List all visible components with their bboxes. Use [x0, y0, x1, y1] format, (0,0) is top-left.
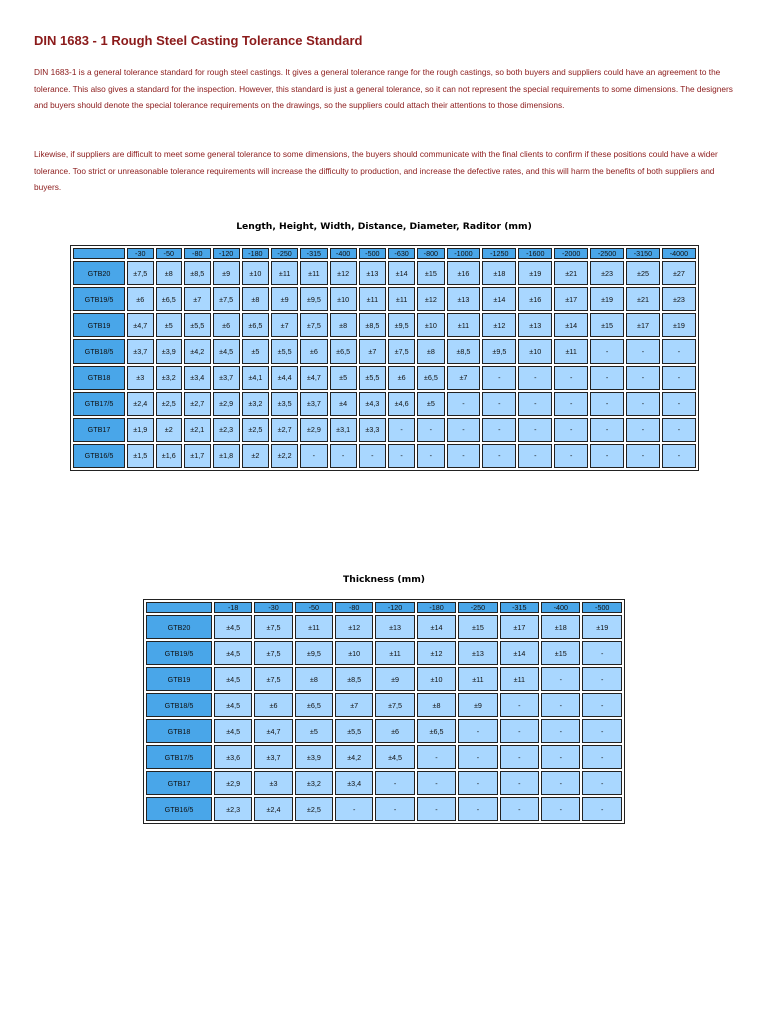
table-cell: ±6: [388, 366, 415, 390]
table-cell: -: [388, 418, 415, 442]
table-cell: ±2,7: [271, 418, 298, 442]
column-header: -400: [541, 602, 580, 613]
table-cell: ±4,5: [214, 667, 252, 691]
table-cell: ±4,3: [359, 392, 386, 416]
table-cell: ±11: [388, 287, 415, 311]
table-cell: ±2,3: [213, 418, 240, 442]
column-header: -4000: [662, 248, 696, 259]
table-cell: ±3,4: [184, 366, 211, 390]
table-cell: ±6: [300, 339, 327, 363]
column-header: -180: [242, 248, 269, 259]
table-cell: ±2,7: [184, 392, 211, 416]
table-cell: ±4: [330, 392, 357, 416]
table-cell: ±3,1: [330, 418, 357, 442]
table-cell: ±6,5: [417, 719, 456, 743]
table-cell: -: [590, 444, 624, 468]
table-row: [73, 339, 696, 363]
table-cell: ±3,2: [295, 771, 333, 795]
header-row: [73, 248, 696, 259]
table-cell: -: [417, 745, 456, 769]
table-cell: ±9,5: [388, 313, 415, 337]
row-header: GTB17/5: [146, 745, 212, 769]
table-cell: ±15: [417, 261, 444, 285]
table-cell: -: [447, 418, 481, 442]
table-cell: -: [458, 797, 497, 821]
column-header: -2500: [590, 248, 624, 259]
row-header: GTB17: [146, 771, 212, 795]
table-cell: ±2,9: [214, 771, 252, 795]
table-cell: -: [662, 339, 696, 363]
table-cell: ±2,1: [184, 418, 211, 442]
table-cell: ±4,5: [213, 339, 240, 363]
header-row: [146, 602, 622, 613]
table-cell: ±17: [626, 313, 660, 337]
table-cell: -: [554, 366, 588, 390]
table-cell: -: [500, 745, 539, 769]
row-header: GTB17/5: [73, 392, 125, 416]
table-cell: ±10: [242, 261, 269, 285]
table-cell: -: [541, 745, 580, 769]
table-cell: ±6,5: [330, 339, 357, 363]
table-cell: ±6,5: [417, 366, 444, 390]
column-header: -50: [295, 602, 333, 613]
table-cell: ±12: [482, 313, 516, 337]
table-cell: -: [482, 366, 516, 390]
table-cell: ±11: [300, 261, 327, 285]
column-header: -800: [417, 248, 444, 259]
table-cell: -: [590, 392, 624, 416]
table-cell: ±1,7: [184, 444, 211, 468]
table-row: [73, 287, 696, 311]
table-cell: ±11: [271, 261, 298, 285]
table-cell: -: [447, 444, 481, 468]
table-cell: ±2,3: [214, 797, 252, 821]
column-header: -2000: [554, 248, 588, 259]
table-cell: ±9: [271, 287, 298, 311]
length-table-caption: Length, Height, Width, Distance, Diameter, Raditor (mm): [236, 221, 532, 232]
table-cell: -: [662, 392, 696, 416]
table-cell: ±11: [500, 667, 539, 691]
row-header: GTB19/5: [146, 641, 212, 665]
intro-paragraph: DIN 1683-1 is a general tolerance standard for rough steel castings. It gives a general tolerance range for the rough castings, so both buyers and suppliers could have an agreement to the tolerance. This also gives a standard for the inspection. However, this standard is just a general tolerance, so it can not represent the special requirements to some dimensions. The designers and buyers should denote the special tolerance requirements on the drawings, so the suppliers could attach their attentions to those dimensions.: [34, 67, 733, 111]
table-cell: ±3,6: [214, 745, 252, 769]
table-cell: -: [626, 444, 660, 468]
column-header: -30: [254, 602, 292, 613]
table-cell: ±6: [254, 693, 292, 717]
table-cell: ±8,5: [335, 667, 373, 691]
table-cell: ±4,4: [271, 366, 298, 390]
table-cell: -: [417, 418, 444, 442]
table-cell: ±15: [541, 641, 580, 665]
table-cell: ±7: [271, 313, 298, 337]
table-cell: ±21: [554, 261, 588, 285]
table-row: [146, 641, 622, 665]
table-cell: ±5: [242, 339, 269, 363]
table-cell: ±6,5: [156, 287, 183, 311]
advice-paragraph: Likewise, if suppliers are difficult to meet some general tolerance to some dimensions, the buyers should communicate with the final clients to confirm if these positions could have a wider tolerance. Too strict or unreasonable tolerance requirements will increase the difficulty to production, and increase the defective rates, and this will harm the benefits of both suppliers and buyers.: [34, 149, 718, 193]
page-title: DIN 1683 - 1 Rough Steel Casting Tolerance Standard: [34, 33, 363, 48]
table-cell: ±9: [375, 667, 414, 691]
table-cell: -: [500, 771, 539, 795]
table-cell: ±4,7: [254, 719, 292, 743]
table-cell: ±17: [500, 615, 539, 639]
column-header: -120: [213, 248, 240, 259]
length-tolerance-table: [70, 245, 699, 471]
table-cell: -: [518, 392, 552, 416]
table-cell: -: [458, 745, 497, 769]
table-cell: ±4,7: [300, 366, 327, 390]
table-cell: -: [417, 771, 456, 795]
column-header: -80: [184, 248, 211, 259]
table-row: [146, 615, 622, 639]
table-cell: ±5: [330, 366, 357, 390]
table-cell: ±14: [388, 261, 415, 285]
table-cell: ±1,6: [156, 444, 183, 468]
table-cell: ±14: [482, 287, 516, 311]
table-cell: ±6,5: [295, 693, 333, 717]
table-row: [146, 745, 622, 769]
column-header: -18: [214, 602, 252, 613]
table-cell: ±3,5: [271, 392, 298, 416]
table-cell: -: [500, 719, 539, 743]
table-cell: ±4,5: [214, 615, 252, 639]
table-cell: ±8: [242, 287, 269, 311]
table-cell: -: [500, 797, 539, 821]
table-cell: ±8: [417, 693, 456, 717]
table-cell: -: [626, 392, 660, 416]
table-cell: ±9: [458, 693, 497, 717]
table-cell: ±8: [417, 339, 444, 363]
row-header: GTB18/5: [146, 693, 212, 717]
table-cell: -: [582, 667, 622, 691]
corner-cell: [146, 602, 212, 613]
table-cell: -: [500, 693, 539, 717]
table-cell: -: [417, 444, 444, 468]
table-cell: ±2,9: [213, 392, 240, 416]
table-cell: ±21: [626, 287, 660, 311]
table-cell: -: [482, 444, 516, 468]
table-cell: -: [541, 667, 580, 691]
table-cell: -: [541, 771, 580, 795]
column-header: -1250: [482, 248, 516, 259]
table-cell: ±7,5: [388, 339, 415, 363]
table-cell: -: [541, 719, 580, 743]
table-row: [73, 261, 696, 285]
table-cell: ±6: [127, 287, 154, 311]
table-cell: ±11: [458, 667, 497, 691]
table-cell: ±16: [518, 287, 552, 311]
table-cell: ±6: [213, 313, 240, 337]
table-cell: ±2,4: [127, 392, 154, 416]
table-cell: ±1,5: [127, 444, 154, 468]
thickness-tolerance-table: [143, 599, 625, 824]
table-cell: -: [388, 444, 415, 468]
table-cell: ±9,5: [482, 339, 516, 363]
table-cell: ±10: [518, 339, 552, 363]
column-header: -315: [300, 248, 327, 259]
table-cell: ±3,9: [156, 339, 183, 363]
table-cell: ±3,7: [213, 366, 240, 390]
column-header: -630: [388, 248, 415, 259]
table-cell: ±4,7: [127, 313, 154, 337]
row-header: GTB18: [146, 719, 212, 743]
table-cell: ±8,5: [447, 339, 481, 363]
table-cell: ±7: [184, 287, 211, 311]
table-cell: ±8,5: [359, 313, 386, 337]
thickness-table-caption: Thickness (mm): [343, 574, 425, 585]
row-header: GTB18/5: [73, 339, 125, 363]
table-cell: -: [482, 418, 516, 442]
table-cell: ±2,4: [254, 797, 292, 821]
table-cell: ±8,5: [184, 261, 211, 285]
table-cell: ±16: [447, 261, 481, 285]
table-cell: ±5: [156, 313, 183, 337]
column-header: -1000: [447, 248, 481, 259]
column-header: -30: [127, 248, 154, 259]
table-cell: ±2: [156, 418, 183, 442]
table-cell: ±10: [417, 667, 456, 691]
table-cell: ±11: [375, 641, 414, 665]
table-cell: -: [300, 444, 327, 468]
table-cell: -: [626, 366, 660, 390]
table-cell: ±13: [458, 641, 497, 665]
table-cell: ±3,2: [156, 366, 183, 390]
table-cell: ±23: [662, 287, 696, 311]
table-cell: ±3: [254, 771, 292, 795]
column-header: -400: [330, 248, 357, 259]
table-cell: ±19: [662, 313, 696, 337]
table-cell: -: [626, 339, 660, 363]
table-cell: ±4,5: [214, 641, 252, 665]
table-cell: ±4,5: [214, 693, 252, 717]
table-cell: ±14: [417, 615, 456, 639]
table-cell: ±3: [127, 366, 154, 390]
table-cell: ±9,5: [295, 641, 333, 665]
table-cell: ±4,2: [335, 745, 373, 769]
table-cell: ±7: [359, 339, 386, 363]
table-cell: -: [582, 771, 622, 795]
table-cell: ±7,5: [213, 287, 240, 311]
table-cell: ±14: [554, 313, 588, 337]
table-cell: ±18: [482, 261, 516, 285]
row-header: GTB16/5: [146, 797, 212, 821]
table-cell: ±7,5: [254, 615, 292, 639]
row-header: GTB19/5: [73, 287, 125, 311]
table-cell: -: [582, 745, 622, 769]
row-header: GTB17: [73, 418, 125, 442]
table-cell: ±1,8: [213, 444, 240, 468]
table-cell: ±9,5: [300, 287, 327, 311]
table-cell: ±3,2: [242, 392, 269, 416]
table-cell: ±13: [359, 261, 386, 285]
table-cell: ±11: [447, 313, 481, 337]
table-row: [73, 313, 696, 337]
table-cell: ±18: [541, 615, 580, 639]
table-row: [73, 418, 696, 442]
table-cell: -: [330, 444, 357, 468]
table-cell: -: [582, 641, 622, 665]
table-cell: ±11: [295, 615, 333, 639]
table-cell: ±2,9: [300, 418, 327, 442]
table-cell: -: [662, 418, 696, 442]
table-cell: ±3,7: [127, 339, 154, 363]
table-cell: ±4,2: [184, 339, 211, 363]
table-cell: ±13: [518, 313, 552, 337]
table-cell: ±17: [554, 287, 588, 311]
column-header: -50: [156, 248, 183, 259]
table-cell: ±12: [330, 261, 357, 285]
table-cell: ±3,7: [300, 392, 327, 416]
table-cell: ±11: [554, 339, 588, 363]
table-cell: ±4,6: [388, 392, 415, 416]
table-cell: ±14: [500, 641, 539, 665]
table-cell: -: [662, 366, 696, 390]
table-cell: -: [417, 797, 456, 821]
table-cell: -: [447, 392, 481, 416]
row-header: GTB18: [73, 366, 125, 390]
table-cell: ±19: [590, 287, 624, 311]
table-cell: ±5,5: [335, 719, 373, 743]
table-cell: -: [518, 366, 552, 390]
table-cell: ±7,5: [300, 313, 327, 337]
column-header: -315: [500, 602, 539, 613]
table-cell: -: [375, 771, 414, 795]
table-cell: ±10: [330, 287, 357, 311]
column-header: -80: [335, 602, 373, 613]
table-cell: ±13: [447, 287, 481, 311]
table-cell: ±12: [417, 287, 444, 311]
table-cell: -: [582, 797, 622, 821]
table-cell: ±9: [213, 261, 240, 285]
column-header: -1600: [518, 248, 552, 259]
table-row: [73, 444, 696, 468]
table-row: [73, 366, 696, 390]
table-cell: ±7,5: [127, 261, 154, 285]
table-cell: ±5: [417, 392, 444, 416]
table-cell: ±2,2: [271, 444, 298, 468]
row-header: GTB16/5: [73, 444, 125, 468]
table-cell: ±15: [590, 313, 624, 337]
table-cell: ±19: [518, 261, 552, 285]
table-cell: -: [662, 444, 696, 468]
table-cell: ±2,5: [156, 392, 183, 416]
table-cell: -: [590, 339, 624, 363]
table-cell: ±7: [335, 693, 373, 717]
table-cell: -: [518, 418, 552, 442]
table-cell: ±3,9: [295, 745, 333, 769]
table-cell: ±5,5: [359, 366, 386, 390]
table-cell: ±4,5: [375, 745, 414, 769]
table-cell: -: [335, 797, 373, 821]
table-row: [146, 771, 622, 795]
row-header: GTB20: [73, 261, 125, 285]
table-cell: -: [626, 418, 660, 442]
table-cell: ±13: [375, 615, 414, 639]
table-cell: ±6: [375, 719, 414, 743]
table-cell: ±7,5: [254, 641, 292, 665]
table-row: [146, 667, 622, 691]
table-cell: ±8: [330, 313, 357, 337]
table-cell: -: [359, 444, 386, 468]
table-cell: ±11: [359, 287, 386, 311]
table-row: [146, 797, 622, 821]
table-cell: ±5,5: [271, 339, 298, 363]
corner-cell: [73, 248, 125, 259]
row-header: GTB19: [73, 313, 125, 337]
table-cell: ±27: [662, 261, 696, 285]
column-header: -250: [271, 248, 298, 259]
row-header: GTB19: [146, 667, 212, 691]
column-header: -120: [375, 602, 414, 613]
column-header: -500: [582, 602, 622, 613]
table-cell: -: [541, 797, 580, 821]
table-row: [73, 392, 696, 416]
table-cell: -: [541, 693, 580, 717]
table-cell: ±3,7: [254, 745, 292, 769]
table-cell: -: [554, 444, 588, 468]
table-cell: ±10: [417, 313, 444, 337]
table-cell: -: [458, 719, 497, 743]
row-header: GTB20: [146, 615, 212, 639]
table-cell: -: [582, 719, 622, 743]
table-cell: ±25: [626, 261, 660, 285]
table-cell: ±15: [458, 615, 497, 639]
table-cell: ±8: [295, 667, 333, 691]
table-cell: ±2: [242, 444, 269, 468]
table-cell: ±7,5: [375, 693, 414, 717]
table-cell: -: [582, 693, 622, 717]
table-cell: -: [518, 444, 552, 468]
table-cell: ±2,5: [242, 418, 269, 442]
table-cell: ±4,1: [242, 366, 269, 390]
table-cell: -: [554, 392, 588, 416]
table-cell: ±19: [582, 615, 622, 639]
table-cell: ±5: [295, 719, 333, 743]
table-cell: -: [554, 418, 588, 442]
table-cell: ±23: [590, 261, 624, 285]
table-cell: ±12: [335, 615, 373, 639]
table-cell: ±3,3: [359, 418, 386, 442]
table-cell: ±6,5: [242, 313, 269, 337]
column-header: -250: [458, 602, 497, 613]
table-cell: ±7,5: [254, 667, 292, 691]
column-header: -180: [417, 602, 456, 613]
table-cell: ±12: [417, 641, 456, 665]
table-cell: ±7: [447, 366, 481, 390]
column-header: -500: [359, 248, 386, 259]
table-cell: -: [482, 392, 516, 416]
table-cell: ±1,9: [127, 418, 154, 442]
table-row: [146, 693, 622, 717]
table-row: [146, 719, 622, 743]
table-cell: ±4,5: [214, 719, 252, 743]
table-cell: -: [458, 771, 497, 795]
table-cell: -: [590, 366, 624, 390]
table-cell: -: [590, 418, 624, 442]
table-cell: ±5,5: [184, 313, 211, 337]
column-header: -3150: [626, 248, 660, 259]
table-cell: ±8: [156, 261, 183, 285]
table-cell: ±10: [335, 641, 373, 665]
table-cell: -: [375, 797, 414, 821]
table-cell: ±3,4: [335, 771, 373, 795]
table-cell: ±2,5: [295, 797, 333, 821]
